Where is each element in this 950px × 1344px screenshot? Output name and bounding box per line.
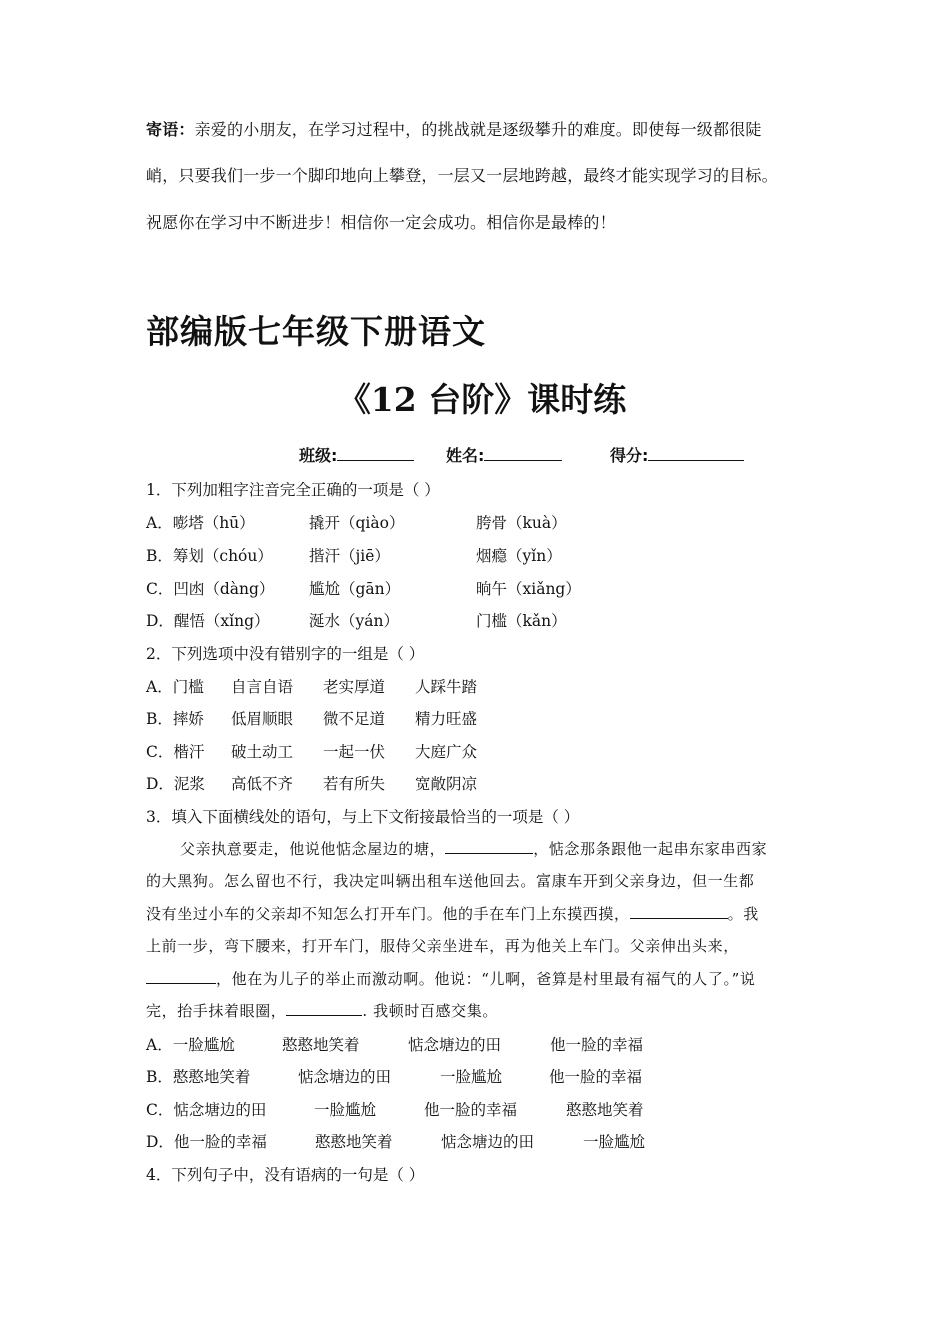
name-field	[446, 443, 562, 466]
passage-blank-2[interactable]	[630, 905, 728, 919]
q3-option-a-3: 惦念塘边的田	[408, 1036, 502, 1054]
passage-text: . 我顿时百感交集。	[362, 1002, 498, 1020]
q3-option-d-1[interactable]: D．他一脸的幸福	[146, 1133, 267, 1151]
q3-option-b-2: 惦念塘边的田	[298, 1068, 392, 1086]
q1-option-c-2: 尴尬（gān）	[309, 580, 401, 598]
q1-option-c-1[interactable]: C．凹凼（dàng）	[146, 580, 275, 598]
q1-option-a-1[interactable]: A．嘭塔（hū）	[146, 514, 255, 532]
q3-option-d-4: 一脸尴尬	[583, 1133, 646, 1151]
q2-option-a-1[interactable]: A．门槛	[146, 678, 204, 696]
class-blank[interactable]	[337, 446, 414, 461]
question-4-stem: 4．下列句子中，没有语病的一句是（ ）	[146, 1166, 425, 1184]
q2-option-b-1[interactable]: B．摔娇	[146, 710, 204, 728]
score-label: 得分:	[610, 446, 649, 465]
q3-option-a-2: 憨憨地笑着	[282, 1036, 360, 1054]
question-1-stem: 1．下列加粗字注音完全正确的一项是（ ）	[146, 481, 440, 499]
q3-option-c-4: 憨憨地笑着	[566, 1101, 644, 1119]
passage-text: 完，抬手抹着眼圈，	[146, 1002, 287, 1020]
q3-option-b-1[interactable]: B．憨憨地笑着	[146, 1068, 251, 1086]
q2-option-b-3: 微不足道	[323, 710, 386, 728]
q3-passage-line-6	[146, 1000, 498, 1021]
q1-option-b-3: 烟瘾（yǐn）	[476, 547, 562, 565]
passage-blank-3[interactable]	[146, 970, 216, 984]
preface-line-2: 峭，只要我们一步一个脚印地向上攀登，一层又一层地跨越，最终才能实现学习的目标。	[146, 166, 778, 185]
class-label: 班级:	[299, 446, 338, 465]
passage-text: 上前一步，弯下腰来，打开车门，服侍父亲坐进车，再为他关上车门。父亲伸出头来，	[146, 937, 739, 955]
passage-blank-1[interactable]	[445, 840, 533, 854]
q3-option-c-1[interactable]: C．惦念塘边的田	[146, 1101, 267, 1119]
lesson-title: 《12 台阶》课时练	[337, 380, 627, 419]
q3-option-b-3: 一脸尴尬	[440, 1068, 503, 1086]
q3-passage-line-4	[146, 935, 739, 956]
passage-text: 的大黑狗。怎么留也不行，我决定叫辆出租车送他回去。富康车开到父亲身边，但一生都	[146, 872, 755, 890]
q2-option-d-3: 若有所失	[323, 775, 386, 793]
q1-option-d-3: 门槛（kǎn）	[476, 612, 567, 630]
preface-label: 寄语：	[146, 120, 195, 139]
q3-option-a-4: 他一脸的幸福	[550, 1036, 644, 1054]
q1-option-d-1[interactable]: D．醒悟（xǐng）	[146, 612, 270, 630]
q1-option-c-3: 晌午（xiǎng）	[476, 580, 581, 598]
q2-option-d-1[interactable]: D．泥浆	[146, 775, 205, 793]
q1-option-d-2: 涎水（yán）	[309, 612, 399, 630]
q2-option-b-4: 精力旺盛	[415, 710, 478, 728]
q1-option-a-3: 胯骨（kuà）	[476, 514, 567, 532]
score-field	[610, 443, 744, 466]
q3-passage-line-1	[180, 838, 767, 859]
passage-text: ，他在为儿子的举止而激动啊。他说：“儿啊，爸算是村里最有福气的人了。”说	[216, 970, 756, 988]
q3-option-d-3: 惦念塘边的田	[441, 1133, 535, 1151]
q3-option-c-3: 他一脸的幸福	[424, 1101, 518, 1119]
q3-option-b-4: 他一脸的幸福	[549, 1068, 643, 1086]
name-blank[interactable]	[484, 446, 562, 461]
passage-blank-4[interactable]	[286, 1002, 362, 1016]
q3-passage-line-2	[146, 870, 754, 891]
preface-text-1: 亲爱的小朋友，在学习过程中，的挑战就是逐级攀升的难度。即使每一级都很陡	[194, 120, 762, 139]
q3-passage-line-5	[146, 968, 755, 989]
passage-text: 。我	[727, 905, 759, 923]
q2-option-d-2: 高低不齐	[231, 775, 294, 793]
q2-option-c-3: 一起一伏	[323, 743, 386, 761]
q3-option-d-2: 憨憨地笑着	[315, 1133, 393, 1151]
q3-passage-line-3	[146, 903, 759, 924]
q1-option-b-2: 揩汗（jiē）	[309, 547, 390, 565]
q2-option-a-2: 自言自语	[231, 678, 294, 696]
passage-text: ，惦念那条跟他一起串东家串西家	[533, 840, 768, 858]
passage-text: 父亲执意要走，他说他惦念屋边的塘，	[180, 840, 446, 858]
class-field	[299, 443, 414, 466]
question-3-stem: 3．填入下面横线处的语句，与上下文衔接最恰当的一项是（ ）	[146, 808, 580, 826]
passage-text: 没有坐过小车的父亲却不知怎么打开车门。他的手在车门上东摸西摸，	[146, 905, 630, 923]
q2-option-c-4: 大庭广众	[415, 743, 478, 761]
q2-option-b-2: 低眉顺眼	[231, 710, 294, 728]
name-label: 姓名:	[446, 446, 485, 465]
q2-option-c-1[interactable]: C．楷汗	[146, 743, 205, 761]
q1-option-a-2: 撬开（qiào）	[309, 514, 405, 532]
preface-line-3: 祝愿你在学习中不断进步！相信你一定会成功。相信你是最棒的！	[146, 213, 616, 232]
q2-option-a-4: 人踩牛踏	[415, 678, 478, 696]
preface-line-1	[146, 117, 762, 140]
q3-option-c-2: 一脸尴尬	[314, 1101, 377, 1119]
q2-option-d-4: 宽敞阴凉	[415, 775, 478, 793]
page-title: 部编版七年级下册语文	[146, 312, 486, 351]
question-2-stem: 2．下列选项中没有错别字的一组是（ ）	[146, 645, 425, 663]
q3-option-a-1[interactable]: A．一脸尴尬	[146, 1036, 235, 1054]
q2-option-a-3: 老实厚道	[323, 678, 386, 696]
q2-option-c-2: 破土动工	[231, 743, 294, 761]
q1-option-b-1[interactable]: B．筹划（chóu）	[146, 547, 273, 565]
score-blank[interactable]	[648, 446, 744, 461]
